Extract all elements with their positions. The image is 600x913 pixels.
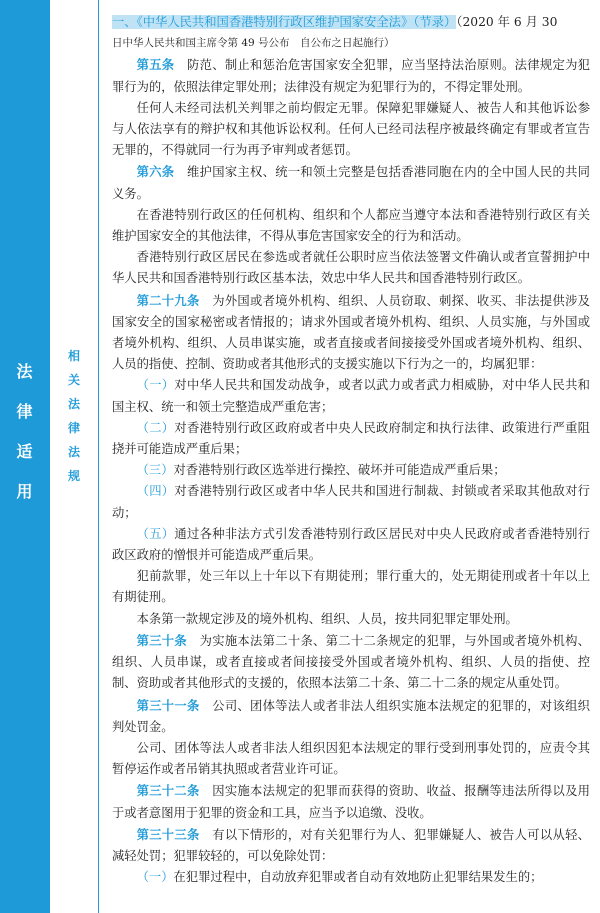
sidebar-outer [0,0,49,913]
sidebar-inner-char: 规 [67,469,80,483]
document-body [112,12,590,888]
article-number: 第三十三条 [136,826,200,842]
paragraph [112,161,590,204]
paragraph-text: 对香港特别行政区或者中华人民共和国进行制裁、封锁或者采取其他敌对行动； [112,484,590,520]
paragraph [112,247,590,289]
article-number: 第五条 [136,57,175,73]
paragraph [112,205,590,247]
paragraph [112,867,590,888]
paragraph [112,609,590,630]
paragraph-text: 为外国或者境外机构、组织、人员窃取、刺探、收买、非法提供涉及国家安全的国家秘密或者情报的；请求外国或者境外机构、组织、人员实施，与外国或者境外机构、组织、人员串谋实施，或者直接或者间接接受外国或者境外机构、组织、人员的指使、控制、资助或者其他形式的支援实施以下行为之一的，均属犯罪： [112,293,590,372]
sidebar-inner-char: 法 [67,397,80,411]
title-date: （2020 年 6 月 30 [456,15,558,29]
sidebar-outer-char: 用 [16,482,33,501]
paragraph [112,566,590,608]
item-number: （三） [136,463,174,478]
paragraph-text: 香港特别行政区居民在参选或者就任公职时应当依法签署文件确认或者宣誓拥护中华人民共和国香港特别行政区基本法，效忠中华人民共和国香港特别行政区。 [112,250,590,286]
item-number: （四） [136,484,175,499]
sidebar-inner-label [50,344,98,488]
paragraph [112,695,590,738]
paragraph-text: 公司、团体等法人或者非法人组织实施本法规定的犯罪的，对该组织判处罚金。 [112,698,590,734]
paragraph-text: 对香港特别行政区选举进行操控、破坏并可能造成严重后果； [173,463,506,478]
sidebar-inner-char: 律 [67,421,80,435]
item-number: （一） [136,870,174,885]
paragraph [112,54,590,97]
paragraph [112,738,590,780]
paragraph-text: 防范、制止和惩治危害国家安全犯罪，应当坚持法治原则。法律规定为犯罪行为的，依照法律定罪处刑；法律没有规定为犯罪行为的，不得定罪处刑。 [112,58,590,94]
paragraph-text: 犯前款罪，处三年以上十年以下有期徒刑；罪行重大的，处无期徒刑或者十年以上有期徒刑。 [112,569,590,605]
paragraph-text: 通过各种非法方式引发香港特别行政区居民对中央人民政府或者香港特别行政区政府的憎恨并可能造成严重后果。 [112,526,590,563]
paragraph-text: 公司、团体等法人或者非法人组织因犯本法规定的罪行受到刑事处罚的，应责令其暂停运作或者吊销其执照或者营业许可证。 [112,740,590,777]
article-number: 第二十九条 [136,292,200,308]
article-number: 第六条 [136,164,175,180]
paragraph-text: 为实施本法第二十条、第二十二条规定的犯罪，与外国或者境外机构、组织、人员串谋，或者直接或者间接接受外国或者境外机构、组织、人员的指使、控制、资助或者其他形式的支援的，依照本法第二十条、第二十二条的规定从重处罚。 [112,633,590,691]
sidebar-outer-char: 适 [16,442,33,461]
paragraph-text: 有以下情形的，对有关犯罪行为人、犯罪嫌疑人、被告人可以从轻、减轻处罚；犯罪较轻的，可以免除处罚： [112,827,590,863]
paragraph-text: 对中华人民共和国发动战争，或者以武力或者武力相威胁，对中华人民共和国主权、统一和领土完整造成严重危害； [112,378,590,414]
paragraph-text: 维护国家主权、统一和领土完整是包括香港同胞在内的全中国人民的共同义务。 [112,165,590,201]
paragraph-text: 本条第一款规定涉及的境外机构、组织、人员，按共同犯罪定罪处刑。 [136,611,518,626]
article-number: 第三十二条 [136,783,200,799]
paragraph-text: 因实施本法规定的犯罪而获得的资助、收益、报酬等违法所得以及用于或者意图用于犯罪的资金和工具，应当予以追缴、没收。 [112,784,590,820]
paragraph [112,524,590,566]
item-number: （一） [136,378,175,393]
item-number: （二） [136,420,175,435]
sidebar-inner-char: 关 [67,373,80,387]
paragraph [112,98,590,162]
paragraph [112,824,590,867]
paragraph-text: 在香港特别行政区的任何机构、组织和个人都应当遵守本法和香港特别行政区有关维护国家安全的其他法律，不得从事危害国家安全的行为和活动。 [112,207,590,244]
title-source: 日中华人民共和国主席令第 49 号公布 自公布之日起施行） [112,37,395,50]
paragraph-text: 对香港特别行政区政府或者中央人民政府制定和执行法律、政策进行严重阻挠并可能造成严重后果； [112,420,590,457]
sidebar-outer-label [0,352,49,512]
paragraph [112,780,590,823]
paragraph [112,460,590,481]
sidebar-outer-char: 法 [16,362,33,381]
sidebar-outer-char: 律 [16,402,33,421]
article-number: 第三十一条 [136,697,200,713]
article-number: 第三十条 [136,632,188,648]
paragraph [112,290,590,376]
sidebar-inner-char: 相 [67,349,80,363]
title-highlight: 一、《中华人民共和国香港特别行政区维护国家安全法》（节录） [112,15,457,29]
sidebar-inner [49,0,99,913]
document-title [112,12,590,33]
item-number: （五） [136,526,175,541]
paragraph [112,630,590,695]
paragraph [112,375,590,417]
paragraph-text: 任何人未经司法机关判罪之前均假定无罪。保障犯罪嫌疑人、被告人和其他诉讼参与人依法享有的辩护权和其他诉讼权利。任何人已经司法程序被最终确定有罪或者宣告无罪的，不得就同一行为再予审判或者惩罚。 [112,100,590,158]
sidebar-inner-char: 法 [67,445,80,459]
paragraph [112,481,590,523]
paragraph-text: 在犯罪过程中，自动放弃犯罪或者自动有效地防止犯罪结果发生的； [173,870,543,885]
paragraph-list [112,54,590,888]
paragraph [112,418,590,460]
